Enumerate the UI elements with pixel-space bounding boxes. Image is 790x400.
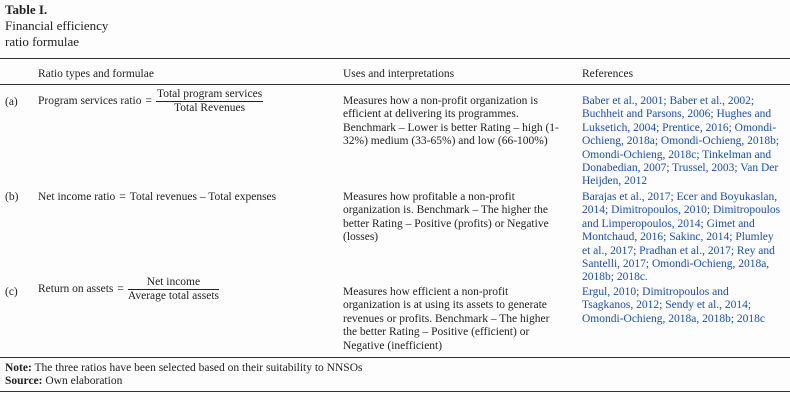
row-a-fraction — [156, 88, 263, 115]
row-c-equals: = — [117, 283, 124, 296]
note-label: Note: — [5, 362, 32, 374]
note-text: The three ratios have been selected based on their suitability to NNSOs — [31, 362, 363, 374]
row-c-references: Ergul, 2010; Dimitropoulos and Tsagkanos, 2012; Sendy et al., 2014; Omondi-Ochieng, 2018a, 2018b; 2018c — [582, 286, 766, 325]
row-a-use: Measures how a non-profit organization is efficient at delivering its programmes. Benchmark – Lower is better Rating – high (1-32%) medium (33-65%) and low (66-100%) — [343, 95, 559, 148]
source-label: Source: — [5, 375, 43, 387]
footer-rule — [0, 391, 790, 392]
caption-line-2: ratio formulae — [5, 34, 79, 49]
header-references: References — [582, 68, 634, 80]
top-rule — [0, 58, 790, 59]
row-c-use: Measures how efficient a non-profit organization is at using its assets to generate revenues or profits. Benchmark – The higher the better Rating – Positive (efficient) or Negative (inefficient) — [343, 286, 550, 352]
row-c-name: Return on assets — [38, 283, 114, 296]
table-note — [5, 362, 362, 375]
row-a-formula — [38, 88, 263, 115]
row-a-references: Baber et al., 2001; Baber et al., 2002; Buchheit and Parsons, 2006; Hughes and Luksetich, 2004; Prentice, 2016; Omondi-Ochieng, 2018a; Omondi-Ochieng, 2018b; Omondi-Ochieng, 2018c; Tinkelman and Donabedian, 2007; Trussel, 2003; Van Der Heijden, 2012 — [582, 95, 780, 188]
row-b-use: Measures how profitable a non-profit organization is. Benchmark – The higher the better Rating – Positive (profits) or Negative (losses) — [343, 191, 549, 244]
table-caption — [5, 2, 108, 50]
row-b-expression: Total revenues – Total expenses — [129, 191, 277, 203]
row-a-denominator: Total Revenues — [174, 102, 246, 114]
row-c-numerator: Net income — [128, 276, 219, 290]
source-text: Own elaboration — [42, 375, 123, 387]
row-b-references: Barajas et al., 2017; Ecer and Boyukaslan, 2014; Dimitropoulos, 2010; Dimitropoulos and Limperopoulos, 2014; Gimet and Montchaud, 2016; Sakinc, 2014; Plumley et al., 2017; Pradhan et al., 2017; Rey and Santelli, 2017; Omondi-Ochieng, 2018a, 2018b; 2018c. — [582, 191, 781, 284]
row-b-equals: = — [119, 191, 126, 203]
header-uses: Uses and interpretations — [343, 68, 455, 80]
row-a-equals: = — [145, 95, 152, 108]
row-a-id: (a) — [5, 96, 18, 108]
bottom-rule — [0, 357, 790, 358]
table-label: Table I. — [5, 2, 48, 17]
header-ratio-types: Ratio types and formulae — [38, 68, 154, 80]
row-a-name: Program services ratio — [38, 95, 142, 108]
row-b-formula — [38, 191, 276, 204]
row-b-id: (b) — [5, 191, 19, 203]
row-c-id: (c) — [5, 286, 18, 298]
row-c-denominator: Average total assets — [127, 290, 220, 302]
row-a-numerator: Total program services — [156, 88, 263, 100]
row-c-formula — [38, 276, 219, 303]
row-b-name: Net income ratio — [38, 191, 116, 203]
table-source — [5, 375, 122, 388]
row-c-fraction — [128, 276, 219, 303]
caption-line-1: Financial efficiency — [5, 18, 109, 33]
header-rule — [0, 84, 790, 85]
